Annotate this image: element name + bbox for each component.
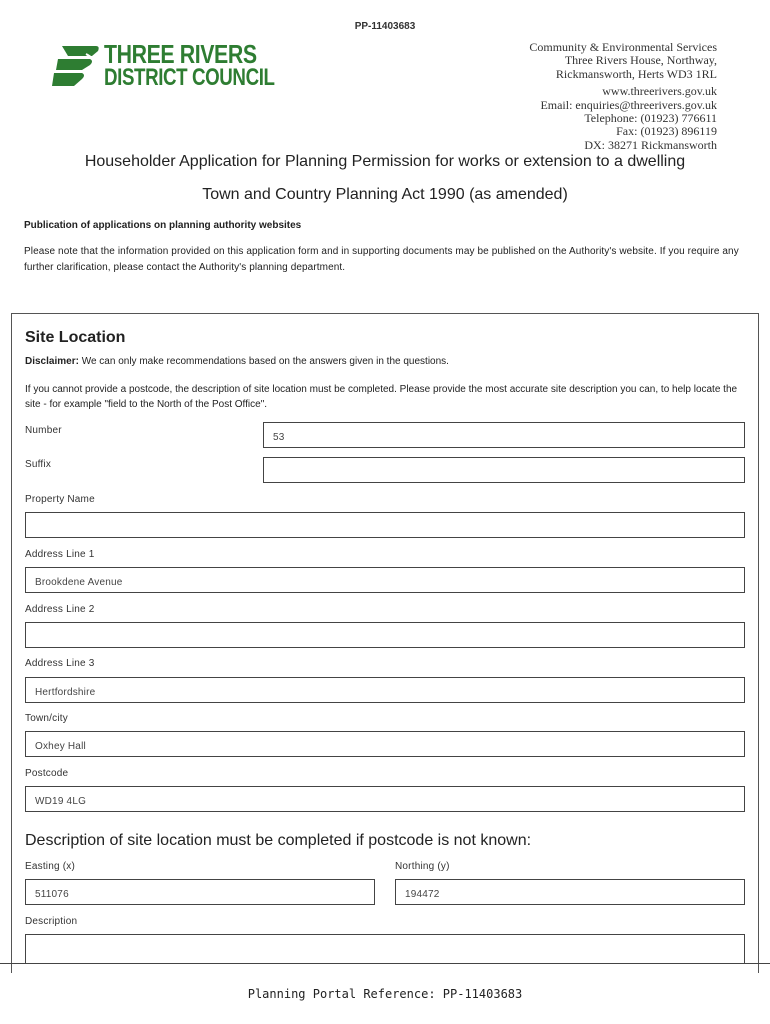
- northing-field[interactable]: 194472: [395, 879, 745, 905]
- form-title: Householder Application for Planning Permission for works or extension to a dwelling: [84, 153, 686, 170]
- description-field[interactable]: [25, 934, 745, 964]
- property-name-field[interactable]: [25, 512, 745, 538]
- page-divider: [0, 963, 770, 964]
- description-heading: Description of site location must be completed if postcode is not known:: [25, 832, 532, 849]
- publication-heading: Publication of applications on planning authority websites: [24, 220, 302, 231]
- address-line: Three Rivers House, Northway,: [564, 53, 717, 68]
- river-logo-icon: [52, 42, 102, 90]
- dx-line: DX: 38271 Rickmansworth: [584, 137, 717, 152]
- disclaimer-label: Disclaimer:: [25, 356, 79, 367]
- northing-label: Northing (y): [395, 861, 450, 872]
- telephone-line: Telephone: (01923) 776611: [584, 111, 717, 126]
- address-line-2-label: Address Line 2: [25, 604, 95, 615]
- address-line-3-label: Address Line 3: [25, 658, 95, 669]
- address-line-3-field[interactable]: Hertfordshire: [25, 677, 745, 703]
- address-line-1-label: Address Line 1: [25, 549, 95, 560]
- description-label: Description: [25, 916, 78, 927]
- form-subtitle: Town and Country Planning Act 1990 (as amended): [202, 186, 568, 203]
- section-title: Site Location: [25, 329, 126, 346]
- council-logo: [52, 39, 275, 92]
- number-field[interactable]: 53: [263, 422, 745, 448]
- logo-line-2: DISTRICT COUNCIL: [104, 64, 275, 91]
- postcode-label: Postcode: [25, 768, 69, 779]
- reference-number: PP-11403683: [354, 21, 416, 32]
- address-line: Rickmansworth, Herts WD3 1RL: [555, 66, 717, 81]
- town-field[interactable]: Oxhey Hall: [25, 731, 745, 757]
- disclaimer: [25, 356, 449, 367]
- number-label: Number: [25, 425, 62, 436]
- fax-line: Fax: (01923) 896119: [616, 124, 717, 139]
- address-line-1-field[interactable]: Brookdene Avenue: [25, 567, 745, 593]
- logo-line-1: THREE RIVERS: [104, 39, 257, 69]
- town-label: Town/city: [25, 713, 68, 724]
- postcode-field[interactable]: WD19 4LG: [25, 786, 745, 812]
- website-link[interactable]: www.threerivers.gov.uk: [602, 84, 717, 99]
- email-line: Email: enquiries@threerivers.gov.uk: [540, 97, 717, 112]
- disclaimer-text: We can only make recommendations based on the answers given in the questions.: [78, 356, 449, 367]
- easting-field[interactable]: 511076: [25, 879, 375, 905]
- council-address: [529, 41, 717, 152]
- address-line-2-field[interactable]: [25, 622, 745, 648]
- property-name-label: Property Name: [25, 494, 95, 505]
- suffix-field[interactable]: [263, 457, 745, 483]
- easting-label: Easting (x): [25, 861, 75, 872]
- address-line: Community & Environmental Services: [529, 40, 717, 54]
- page-footer: Planning Portal Reference: PP-11403683: [247, 987, 523, 1001]
- publication-text: Please note that the information provided on this application form and in supporting documents may be published on the Authority's website. If you require any further clarification, please contact the Authority's planning department.: [24, 246, 739, 273]
- postcode-note: If you cannot provide a postcode, the description of site location must be completed. Please provide the most accurate site description you can, to help locate the site - for example "field to the North of the Post Office".: [25, 384, 738, 410]
- suffix-label: Suffix: [25, 459, 52, 470]
